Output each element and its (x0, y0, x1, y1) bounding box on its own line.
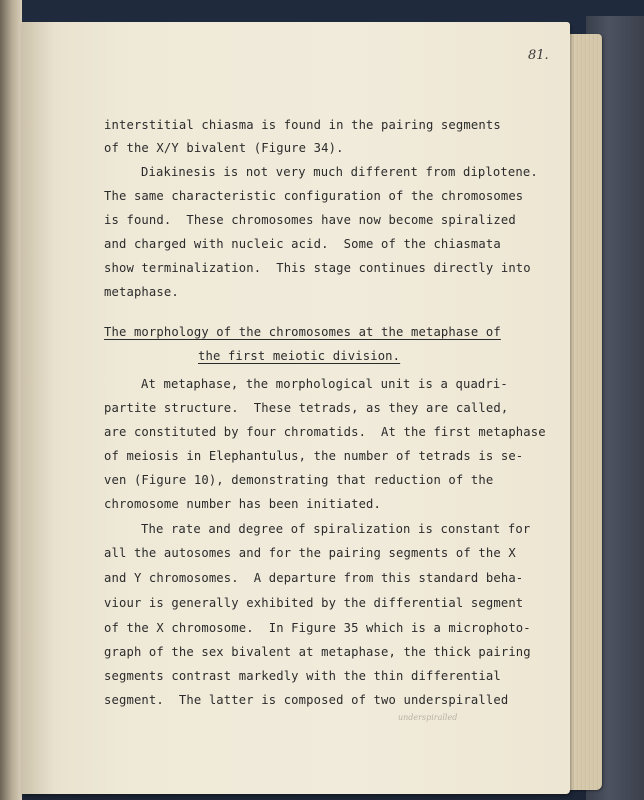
text-line: At metaphase, the morphological unit is a quadri- (141, 377, 508, 391)
pencil-annotation: underspiralled (398, 713, 458, 722)
text-line: Diakinesis is not very much different from diplotene. (141, 165, 538, 179)
text-line: graph of the sex bivalent at metaphase, the thick pairing (104, 645, 531, 659)
text-line: segments contrast markedly with the thin differential (104, 669, 501, 683)
text-line: show terminalization. This stage continues directly into (104, 261, 531, 275)
text-line: segment. The latter is composed of two underspiralled (104, 693, 509, 707)
section-heading-line-1: The morphology of the chromosomes at the metaphase of (104, 325, 501, 339)
text-line: of meiosis in Elephantulus, the number of tetrads is se- (104, 449, 524, 463)
text-line: are constituted by four chromatids. At the first metaphase (104, 425, 546, 439)
previous-page-edge (0, 0, 22, 800)
text-line: ven (Figure 10), demonstrating that reduction of the (104, 473, 494, 487)
text-line: viour is generally exhibited by the differential segment (104, 596, 524, 610)
section-heading-line-2: the first meiotic division. (198, 349, 401, 363)
page-number: 81. (528, 48, 549, 63)
text-line: The same characteristic configuration of the chromosomes (104, 189, 524, 203)
text-line: of the X/Y bivalent (Figure 34). (104, 141, 344, 155)
text-line: metaphase. (104, 285, 179, 299)
text-line: interstitial chiasma is found in the pairing segments (104, 118, 501, 132)
text-line: The rate and degree of spiralization is constant for (141, 522, 531, 536)
text-line: is found. These chromosomes have now become spiralized (104, 213, 516, 227)
text-line: of the X chromosome. In Figure 35 which is a microphoto- (104, 621, 531, 635)
text-line: chromosome number has been initiated. (104, 497, 382, 511)
text-line: and Y chromosomes. A departure from this standard beha- (104, 571, 524, 585)
text-line: and charged with nucleic acid. Some of the chiasmata (104, 237, 501, 251)
text-line: all the autosomes and for the pairing segments of the X (104, 546, 516, 560)
text-line: partite structure. These tetrads, as they are called, (104, 401, 509, 415)
